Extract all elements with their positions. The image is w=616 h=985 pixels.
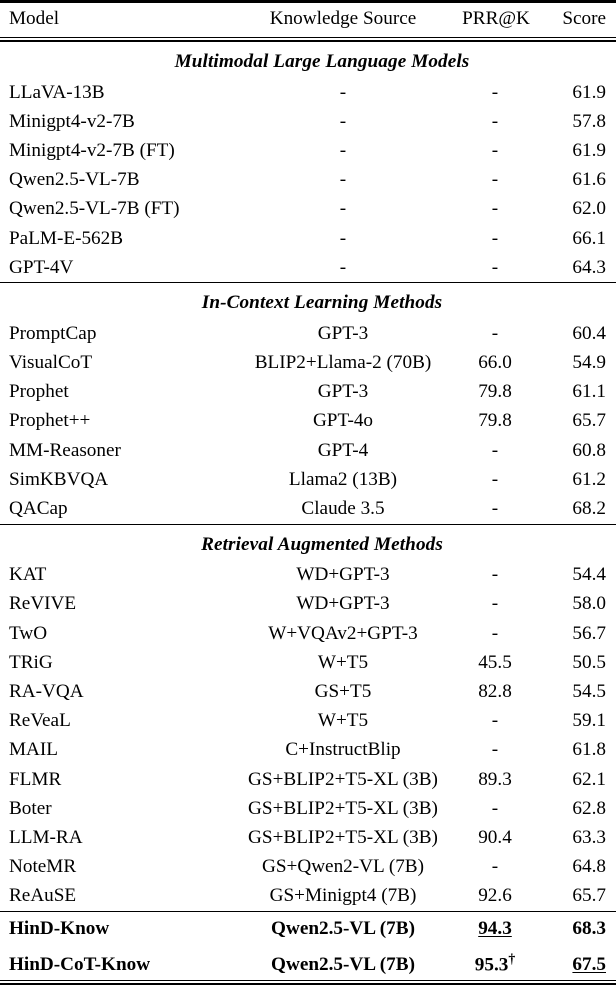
cell-model: ReVIVE	[9, 593, 77, 615]
cell-knowledge-source: GS+T5	[314, 680, 372, 702]
cell-knowledge-source: -	[339, 169, 347, 191]
cell-score: 64.3	[572, 256, 606, 278]
table-row	[0, 619, 616, 648]
cell-model: ReAuSE	[9, 885, 77, 907]
cell-model: Minigpt4-v2-7B	[9, 110, 135, 132]
cell-score: 61.6	[572, 169, 606, 191]
table-row	[0, 253, 616, 283]
cell-prr-at-k: 79.8	[478, 381, 512, 403]
cell-model: TRiG	[9, 651, 53, 673]
table-row	[0, 561, 616, 590]
cell-model: Qwen2.5-VL-7B	[9, 169, 140, 191]
cell-model: VisualCoT	[9, 352, 93, 374]
table-row	[0, 823, 616, 852]
cell-knowledge-source: Qwen2.5-VL (7B)	[271, 918, 415, 940]
header-row	[0, 3, 616, 38]
cell-prr-at-k: -	[491, 198, 499, 220]
cell-model: Minigpt4-v2-7B (FT)	[9, 139, 175, 161]
table-row	[0, 136, 616, 165]
cell-score: 50.5	[572, 651, 606, 673]
cell-prr-at-k: -	[491, 498, 499, 520]
cell-knowledge-source: -	[339, 227, 347, 249]
cell-score: 61.9	[572, 81, 606, 103]
cell-model: KAT	[9, 564, 47, 586]
cell-prr-at-k: 90.4	[478, 826, 512, 848]
cell-score: 60.8	[572, 439, 606, 461]
cell-model: HinD-CoT-Know	[9, 954, 151, 976]
section-header-row	[0, 41, 616, 78]
cell-prr-at-k	[454, 915, 540, 944]
cell-model: PromptCap	[9, 322, 97, 344]
section-title-text: Retrieval Augmented Methods	[201, 533, 443, 555]
cell-prr-at-k: 45.5	[478, 651, 512, 673]
cell-model: QACap	[9, 498, 68, 520]
cell-score: 68.2	[572, 498, 606, 520]
cell-model: LLaVA-13B	[9, 81, 105, 103]
cell-prr-at-k: -	[491, 593, 499, 615]
cell-knowledge-source: GPT-4	[317, 439, 369, 461]
cell-score	[540, 944, 616, 980]
table-row	[0, 707, 616, 736]
cell-model: PaLM-E-562B	[9, 227, 124, 249]
cell-prr-at-k: -	[491, 322, 499, 344]
cell-knowledge-source: -	[339, 110, 347, 132]
section-header-row	[0, 283, 616, 319]
section-title-text: Multimodal Large Language Models	[174, 51, 470, 72]
cell-score: 60.4	[572, 322, 606, 344]
cell-score: 56.7	[572, 622, 606, 644]
cell-model: MAIL	[9, 739, 59, 761]
cell-knowledge-source: -	[339, 139, 347, 161]
column-header-score: Score	[562, 8, 606, 29]
cell-prr-at-k: -	[491, 564, 499, 586]
cell-model: NoteMR	[9, 856, 77, 878]
cell-score	[540, 915, 616, 944]
cell-knowledge-source: WD+GPT-3	[296, 593, 390, 615]
cell-model: SimKBVQA	[9, 468, 109, 490]
cell-prr-at-k-bold: 95.3	[474, 954, 509, 976]
cell-prr-at-k: -	[491, 110, 499, 132]
table-row	[0, 736, 616, 765]
cell-knowledge-source: GS+Qwen2-VL (7B)	[262, 856, 424, 878]
rule-bottom-line	[0, 980, 616, 984]
cell-model: Prophet	[9, 381, 69, 403]
cell-knowledge-source: BLIP2+Llama-2 (70B)	[254, 352, 432, 374]
cell-knowledge-source: GPT-3	[317, 381, 369, 403]
cell-prr-at-k: -	[491, 797, 499, 819]
column-header-knowledge-source: Knowledge Source	[269, 8, 417, 29]
cell-score: 62.8	[572, 797, 606, 819]
cell-knowledge-source: C+InstructBlip	[285, 739, 401, 761]
cell-prr-at-k: -	[491, 856, 499, 878]
cell-model: MM-Reasoner	[9, 439, 121, 461]
cell-knowledge-source: GS+BLIP2+T5-XL (3B)	[248, 826, 438, 848]
section-title	[0, 525, 616, 561]
cell-model: LLM-RA	[9, 826, 83, 848]
cell-score: 65.7	[572, 410, 606, 432]
cell-knowledge-source: Claude 3.5	[301, 498, 385, 520]
column-header-model: Model	[9, 8, 60, 29]
cell-prr-at-k: -	[491, 468, 499, 490]
cell-knowledge-source: W+T5	[317, 710, 369, 732]
table-row	[0, 465, 616, 494]
table-row	[0, 853, 616, 882]
cell-prr-at-k: -	[491, 169, 499, 191]
cell-score: 54.9	[572, 352, 606, 374]
table-row-highlight	[0, 944, 616, 980]
dagger-marker: †	[508, 950, 516, 966]
cell-prr-at-k: 66.0	[478, 352, 512, 374]
cell-score: 62.1	[572, 768, 606, 790]
cell-score: 61.8	[572, 739, 606, 761]
cell-prr-at-k: 79.8	[478, 410, 512, 432]
table-row	[0, 195, 616, 224]
cell-prr-at-k: 82.8	[478, 680, 512, 702]
table-row	[0, 78, 616, 107]
cell-score: 66.1	[572, 227, 606, 249]
cell-score: 59.1	[572, 710, 606, 732]
cell-model: TwO	[9, 622, 48, 644]
cell-knowledge-source: GS+Minigpt4 (7B)	[269, 885, 417, 907]
cell-model: RA-VQA	[9, 680, 84, 702]
cell-model: Prophet++	[9, 410, 91, 432]
cell-prr-at-k: -	[491, 439, 499, 461]
cell-score: 61.2	[572, 468, 606, 490]
table-row	[0, 224, 616, 253]
cell-score: 64.8	[572, 856, 606, 878]
cell-knowledge-source: Qwen2.5-VL (7B)	[271, 954, 415, 976]
cell-model: Boter	[9, 797, 52, 819]
cell-prr-at-k: 89.3	[478, 768, 512, 790]
table-row-highlight	[0, 915, 616, 944]
cell-prr-at-k: -	[491, 710, 499, 732]
cell-score-bold: 68.3	[572, 918, 606, 940]
cell-model: Qwen2.5-VL-7B (FT)	[9, 198, 180, 220]
cell-score: 58.0	[572, 593, 606, 615]
cell-score: 65.7	[572, 885, 606, 907]
cell-prr-at-k: -	[491, 256, 499, 278]
cell-prr-at-k	[454, 944, 540, 980]
table-row	[0, 349, 616, 378]
cell-knowledge-source: GPT-4o	[312, 410, 374, 432]
cell-prr-at-k: -	[491, 622, 499, 644]
column-header-prr-at-k: PRR@K	[462, 8, 530, 29]
cell-score: 63.3	[572, 826, 606, 848]
table-row	[0, 677, 616, 706]
cell-prr-at-k: -	[491, 227, 499, 249]
table-row	[0, 319, 616, 348]
cell-knowledge-source: GS+BLIP2+T5-XL (3B)	[248, 797, 438, 819]
cell-model: FLMR	[9, 768, 62, 790]
table-row	[0, 765, 616, 794]
cell-score: 57.8	[572, 110, 606, 132]
cell-prr-at-k-underlined: 94.3	[478, 918, 512, 940]
section-title	[0, 283, 616, 319]
cell-knowledge-source: W+T5	[317, 651, 369, 673]
cell-knowledge-source: -	[339, 198, 347, 220]
cell-prr-at-k: -	[491, 739, 499, 761]
table-header	[0, 2, 616, 42]
section-header-row	[0, 525, 616, 561]
cell-model: GPT-4V	[9, 256, 74, 278]
table-row	[0, 882, 616, 912]
cell-knowledge-source: -	[339, 256, 347, 278]
cell-score-underlined: 67.5	[572, 954, 606, 976]
cell-score: 54.4	[572, 564, 606, 586]
table-row	[0, 436, 616, 465]
rule-bottom	[0, 980, 616, 984]
table-row	[0, 494, 616, 524]
table-row	[0, 648, 616, 677]
cell-score: 62.0	[572, 198, 606, 220]
cell-model: ReVeaL	[9, 710, 71, 732]
table-row	[0, 378, 616, 407]
cell-score: 54.5	[572, 680, 606, 702]
table-row	[0, 407, 616, 436]
table-body	[0, 41, 616, 984]
table-row	[0, 794, 616, 823]
cell-knowledge-source: Llama2 (13B)	[288, 468, 398, 490]
cell-score: 61.1	[572, 381, 606, 403]
cell-prr-at-k: -	[491, 81, 499, 103]
table-row	[0, 107, 616, 136]
table-row	[0, 166, 616, 195]
cell-knowledge-source: -	[339, 81, 347, 103]
cell-score: 61.9	[572, 139, 606, 161]
cell-knowledge-source: W+VQAv2+GPT-3	[268, 622, 418, 644]
cell-prr-at-k: -	[491, 139, 499, 161]
cell-model: HinD-Know	[9, 918, 110, 940]
cell-knowledge-source: WD+GPT-3	[296, 564, 390, 586]
cell-knowledge-source: GPT-3	[317, 322, 369, 344]
cell-prr-at-k: 92.6	[478, 885, 512, 907]
section-title-text: In-Context Learning Methods	[201, 292, 443, 314]
cell-knowledge-source: GS+BLIP2+T5-XL (3B)	[248, 768, 438, 790]
table-row	[0, 590, 616, 619]
section-title	[0, 41, 616, 78]
